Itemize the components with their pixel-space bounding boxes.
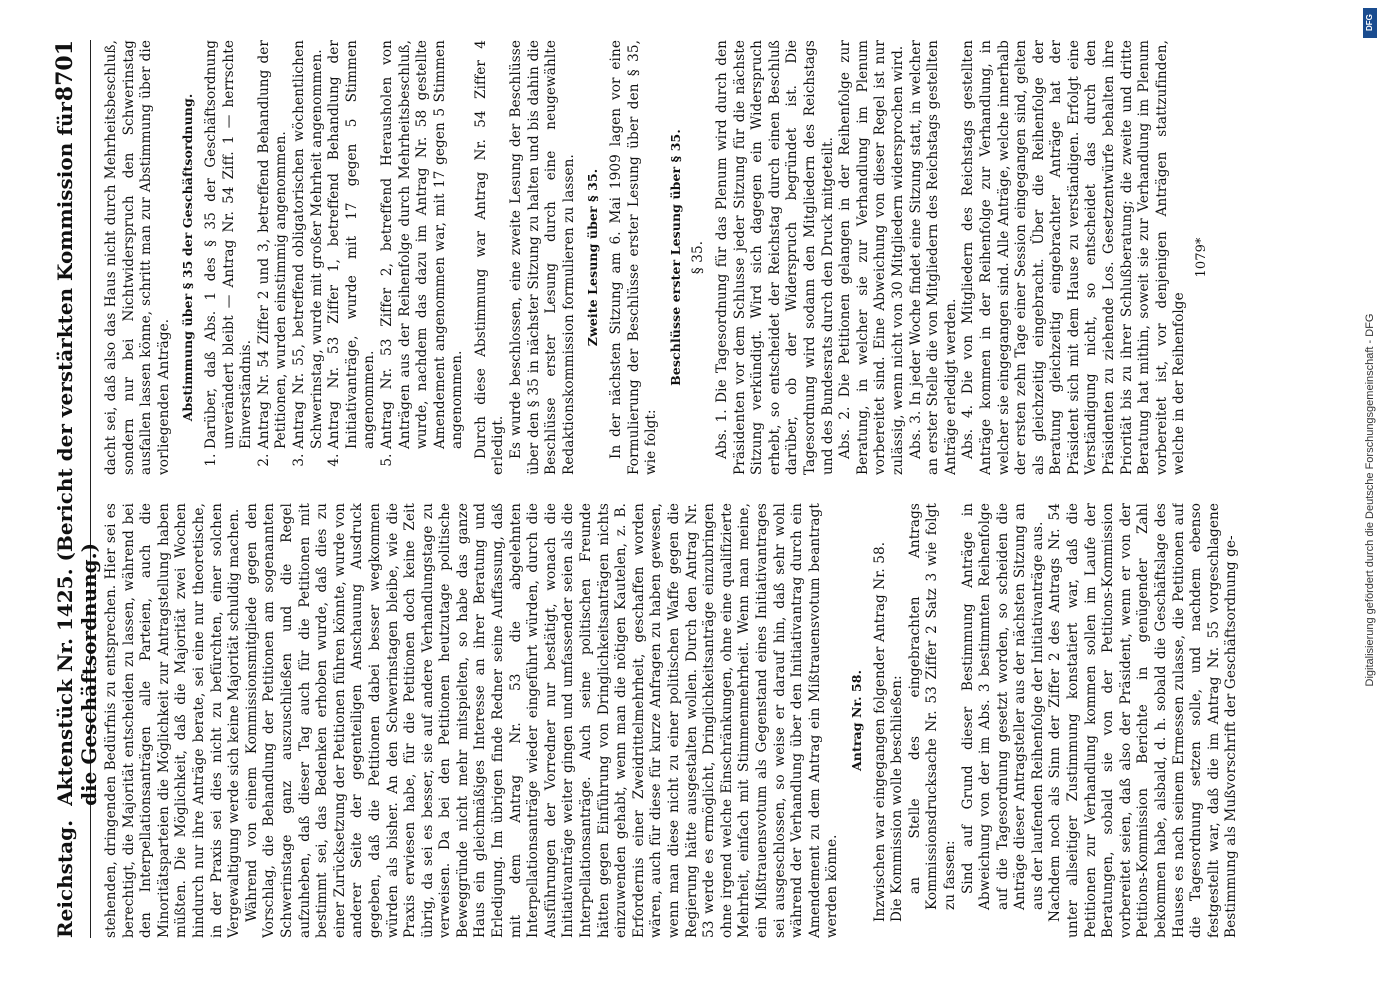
paragraph: Während von einem Kommissionsmitgliede gegen den Vorschlag, die Behandlung der Petitionen am sogenannten Schwerinstage ganz auszuschließen und die Regel aufzuheben, daß dieser Tag auch für die Petitionen mit bestimmt sei, das Bedenken erhoben wurde, daß dies zu einer Zurücksetzung der Petitionen führen könnte, wurde von anderer Seite der gegenteiligen Anschauung Ausdruck gegeben, daß die Petitionen dabei besser wegkommen würden als bisher. An den Schwerinstagen bleibe, wie die Praxis erwiesen habe, für die Petitionen doch keine Zeit übrig, da sei es besser, sie auf andere Verhandlungstage zu verweisen. Da bei den Petitionen heutzutage politische Beweggründe nicht mehr mitspielten, so habe das ganze Haus ein gleichmäßiges Interesse an ihrer Beratung und Erledigung. Im übrigen finde Redner seine Auffassung, daß mit dem Antrag Nr. 53 die abgelehnten Interpellationsanträge wieder eingeführt würden, durch die Ausführungen der Vorredner nur bestätigt, wonach die Initiativanträge weiter gingen und umfassender seien als die Interpellationsanträge. Auch seine politischen Freunde hätten gegen Einführung von Dringlichkeitsanträgen nichts einzuwenden gehabt, wenn man die nötigen Kautelen, z. B. Erfordernis einer Zweidrittelmehrheit, geschaffen worden wären, auch für diese für kurze Anfragen zu haben gewesen, wenn man diese nicht zu einer politischen Waffe gegen die Regierung hätte ausgestalten wollen. Durch den Antrag Nr. 53 werde es ermöglicht, Dringlichkeitsanträge einzubringen ohne irgend welche Einschränkungen, ohne eine qualifizierte Mehrheit, einfach mit Stimmenmehrheit. Wenn man meine, ein Mißtrauensvotum als Gegenstand eines Initiativantrages sei ausgeschlossen, so weise er darauf hin, daß sehr wohl während der Verhandlung über den Initiativantrag durch ein Amendement zu dem Antrag ein Mißtrauensvotum beantragt werden könne. xyxy=(243,503,841,938)
page-number: 8701 xyxy=(52,40,78,102)
list-item: 2. Antrag Nr. 54 Ziffer 2 und 3, betreffend Behandlung der Petitionen, wurden einstimmig angenommen. xyxy=(256,40,291,449)
list-item: 5. Antrag Nr. 53 Ziffer 2, betreffend Herausholen von Anträgen aus der Reihenfolge durch Mehrheitsbeschluß, wurde, nachdem das dazu im Antrag Nr. 58 gestellte Amendement angenommen war, mit 17 gegen 5 Stimmen angenommen. xyxy=(379,40,467,449)
section-heading: Beschlüsse erster Lesung über § 35. xyxy=(667,129,683,386)
page-footer-mark: 1079* xyxy=(1194,237,1210,278)
paragraph: Abs. 1. Die Tagesordnung für das Plenum wird durch den Präsidenten vor dem Schlusse jeder Sitzung für die nächste Sitzung verkündigt. Wird sich dagegen ein Widerspruch erhebt, so entscheidet der Reichstag durch einen Beschluß darüber, ob der Widerspruch begründet ist. Die Tagesordnung wird sodann den Mitgliedern des Reichstags und des Bundesrats durch den Druck mitgeteilt. xyxy=(714,40,836,475)
paragraph: Nachdem noch als Sinn der Ziffer 2 des Antrags Nr. 54 unter allseitiger Zustimmung konstatiert war, daß die Petitionen zur Verhandlung kommen sollen im Laufe der Beratungen, sobald sie von der Petitions-Kommission vorbereitet seien, daß also der Präsident, wenn er von der Petitions-Kommission Berichte in genügender Zahl bekommen habe, alsbald, d. h. sobald die Geschäftslage des Hauses es nach seinem Ermessen zulasse, die Petitionen auf die Tagesordnung setzen solle, und nachdem ebenso festgestellt war, daß die im Antrag Nr. 55 vorgeschlagene Bestimmung als Mußvorschrift der Geschäftsordnung ge- xyxy=(1047,503,1240,938)
list-item: 4. Antrag Nr. 53 Ziffer 1, betreffend Behandlung der Initiativanträge, wurde mit 17 gegen 5 Stimmen angenommen. xyxy=(326,40,379,449)
paragraph: Inzwischen war eingegangen folgender Antrag Nr. 58. xyxy=(871,541,888,922)
text-columns xyxy=(103,40,1323,938)
paragraph: Abs. 3. In jeder Woche findet eine Sitzung statt, in welcher an erster Stelle die von Mitgliedern des Reichstags gestellten Anträge erledigt werden. xyxy=(907,40,959,475)
paragraph: In der nächsten Sitzung am 6. Mai 1909 lagen vor eine Formulierung der Beschlüsse erster Lesung über den § 35, wie folgt: xyxy=(608,40,660,475)
list-item: 1. Darüber, daß Abs. 1 des § 35 der Geschäftsordnung unverändert bleibt — Antrag Nr. 54 Ziff. 1 — herrschte Einverständnis. xyxy=(203,40,256,449)
paragraph: Es wurde beschlossen, eine zweite Lesung der Beschlüsse über den § 35 in nächster Sitzung zu halten und bis dahin die Beschlüsse erster Lesung durch eine neugewählte Redaktionskommission formulieren zu lassen. xyxy=(508,40,577,475)
paragraph: Abs. 4. Die von Mitgliedern des Reichstags gestellten Anträge kommen in der Reihenfolge zur Verhandlung, in welcher sie eingegangen sind. Alle Anträge, welche innerhalb der ersten zehn Tage einer Session eingegangen sind, gelten als gleichzeitig eingebracht. Über die Reihenfolge der Beratung gleichzeitig eingebrachter Anträge hat der Präsident sich mit dem Hause zu verständigen. Erfolgt eine Verständigung nicht, so entscheidet das durch den Präsidenten zu ziehende Los. Gesetzentwürfe behalten ihre Priorität bis zu ihrer Schlußberatung; die zweite und dritte Beratung hat mithin, soweit sie zur Verhandlung im Plenum vorbereitet ist, vor denjenigen Anträgen stattzufinden, welche in der Reihenfolge xyxy=(960,40,1188,475)
section-heading: Abstimmung über § 35 der Geschäftsordnung. xyxy=(180,93,196,422)
paragraph: Abs. 2. Die Petitionen gelangen in der Reihenfolge zur Beratung, in welcher sie zur Verhandlung im Plenum vorbereitet sind. Eine Abweichung von dieser Regel ist nur zulässig, wenn nicht von 30 Mitgliedern widersprochen wird. xyxy=(837,40,906,475)
digitization-credit: Digitalisierung gefördert durch die Deutsche Forschungsgemeinschaft - DFG xyxy=(1364,313,1376,687)
header-left: Reichstag. xyxy=(53,819,77,938)
left-column xyxy=(103,503,1323,938)
section-heading: Antrag Nr. 58. xyxy=(848,669,864,772)
digitization-sidebar xyxy=(1359,0,1381,1000)
paragraph: Die Kommission wolle beschließen: xyxy=(889,675,906,922)
list-item: 3. Antrag Nr. 55, betreffend obligatorischen wöchentlichen Schwerinstag, wurde mit großer Mehrheit angenommen. xyxy=(291,40,326,449)
paragraph: an Stelle des eingebrachten Antrags Kommissionsdrucksache Nr. 53 Ziffer 2 Satz 3 wie folgt zu fassen: xyxy=(906,503,958,910)
section-number: § 35. xyxy=(690,240,707,275)
header-title: Aktenstück Nr. 1425. (Bericht der verstärkten Kommission für die Geschäftsordnung.) xyxy=(53,102,101,806)
right-column xyxy=(103,40,1323,475)
dfg-logo: DFG xyxy=(1363,8,1377,38)
paragraph: dacht sei, daß also das Haus nicht durch Mehrheitsbeschluß, sondern nur bei Nichtwiderspruch den Schwerinstag ausfallen lassen könne, schritt man zur Abstimmung über die vorliegenden Anträge. xyxy=(103,40,172,475)
paragraph: Sind auf Grund dieser Bestimmung Anträge in Abweichung von der im Abs. 3 bestimmten Reihenfolge auf die Tagesordnung gesetzt worden, so scheiden die Anträge dieser Antragsteller aus der nächsten Sitzung an aus der laufenden Reihenfolge der Initiativanträge aus. xyxy=(959,503,1046,910)
paragraph: stehenden, dringenden Bedürfnis zu entsprechen. Hier sei es berechtigt, die Majorität entscheiden zu lassen, während bei den Interpellationsanträgen alle Parteien, auch die Minoritätsparteien die Möglichkeit zur Antragstellung haben müßten. Die Möglichkeit, daß die Majorität zwei Wochen hindurch nur ihre Anträge berate, sei eine nur theoretische, in der Praxis sei dies nicht zu befürchten, einer solchen Vergewaltigung werde sich keine Majorität schuldig machen. xyxy=(103,503,243,938)
page-header xyxy=(52,40,101,938)
paragraph: Durch diese Abstimmung war Antrag Nr. 54 Ziffer 4 erledigt. xyxy=(472,40,507,475)
section-heading: Zweite Lesung über § 35. xyxy=(585,168,601,347)
vote-list xyxy=(203,40,467,475)
